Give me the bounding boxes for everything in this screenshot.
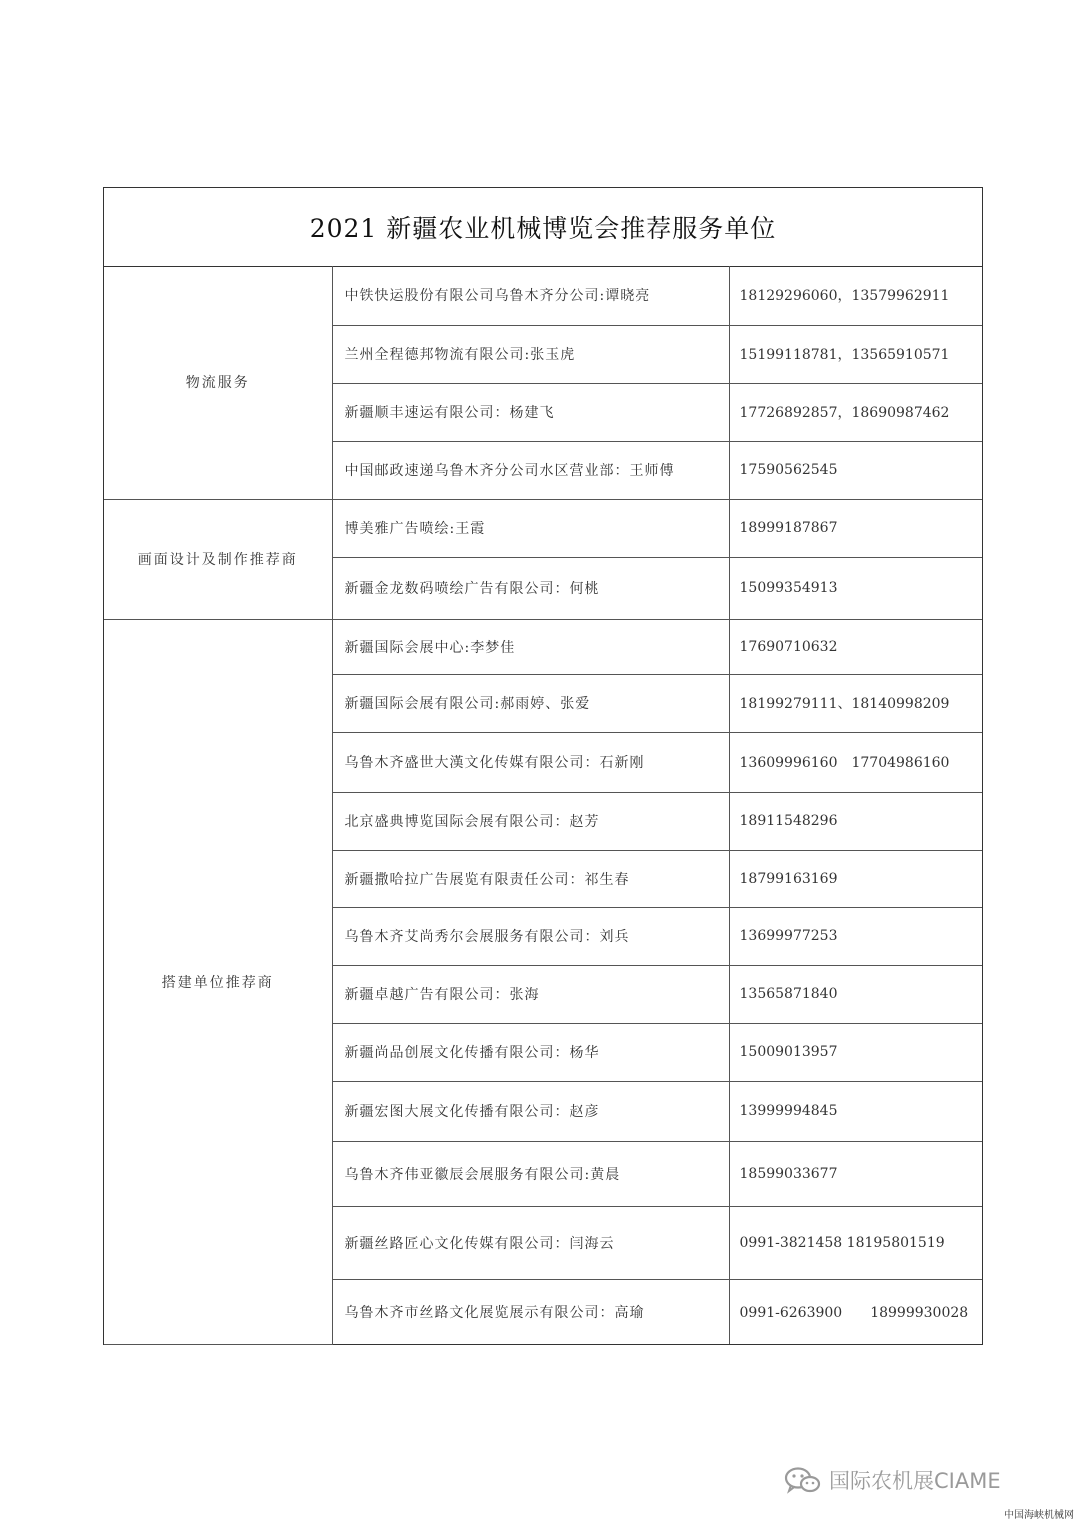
table-row [104,499,982,557]
company-cell: 新疆丝路匠心文化传媒有限公司：闫海云 [332,1206,729,1279]
phone-cell: 13699977253 [729,907,982,965]
company-cell: 新疆撒哈拉广告展览有限责任公司：祁生春 [332,850,729,907]
company-cell: 中铁快运股份有限公司乌鲁木齐分公司:谭晓亮 [332,266,729,325]
table-row [104,619,982,674]
category-logistics: 物流服务 [104,266,332,499]
phone-cell: 17726892857，18690987462 [729,383,982,441]
company-cell: 中国邮政速递乌鲁木齐分公司水区营业部：王师傅 [332,441,729,499]
site-label: 中国海峡机械网 [1004,1510,1074,1521]
phone-cell: 13609996160 17704986160 [729,732,982,792]
watermark-text: 国际农机展CIAME [829,1469,1001,1493]
phone-cell: 15099354913 [729,557,982,619]
company-cell: 北京盛典博览国际会展有限公司：赵芳 [332,792,729,850]
company-cell: 乌鲁木齐盛世大漢文化传媒有限公司：石新刚 [332,732,729,792]
phone-cell: 18599033677 [729,1141,982,1206]
table-row [104,266,982,325]
phone-cell: 0991-3821458 18195801519 [729,1206,982,1279]
phone-cell: 15009013957 [729,1023,982,1081]
company-cell: 新疆国际会展有限公司:郝雨婷、张爱 [332,674,729,732]
company-cell: 新疆卓越广告有限公司：张海 [332,965,729,1023]
category-construction: 搭建单位推荐商 [104,619,332,1344]
phone-cell: 15199118781，13565910571 [729,325,982,383]
phone-cell: 17690710632 [729,619,982,674]
table-title: 2021 新疆农业机械博览会推荐服务单位 [104,188,982,267]
company-cell: 乌鲁木齐艾尚秀尔会展服务有限公司：刘兵 [332,907,729,965]
watermark [783,1462,1053,1498]
company-cell: 新疆金龙数码喷绘广告有限公司：何桃 [332,557,729,619]
phone-cell: 18911548296 [729,792,982,850]
company-cell: 乌鲁木齐市丝路文化展览展示有限公司：高瑜 [332,1279,729,1344]
company-cell: 兰州全程德邦物流有限公司:张玉虎 [332,325,729,383]
wechat-icon [783,1465,823,1495]
phone-cell: 13565871840 [729,965,982,1023]
service-table [104,266,982,1345]
company-cell: 博美雅广告喷绘:王霞 [332,499,729,557]
phone-cell: 17590562545 [729,441,982,499]
document-table-frame [103,187,983,1345]
company-cell: 新疆国际会展中心:李梦佳 [332,619,729,674]
phone-cell: 18129296060，13579962911 [729,266,982,325]
phone-cell: 18799163169 [729,850,982,907]
category-design: 画面设计及制作推荐商 [104,499,332,619]
company-cell: 新疆宏图大展文化传播有限公司：赵彦 [332,1081,729,1141]
phone-cell: 13999994845 [729,1081,982,1141]
phone-cell: 18199279111、18140998209 [729,674,982,732]
company-cell: 乌鲁木齐伟亚徽辰会展服务有限公司:黄晨 [332,1141,729,1206]
phone-cell: 18999187867 [729,499,982,557]
phone-cell: 0991-6263900 18999930028 [729,1279,982,1344]
company-cell: 新疆顺丰速运有限公司：杨建飞 [332,383,729,441]
company-cell: 新疆尚品创展文化传播有限公司：杨华 [332,1023,729,1081]
